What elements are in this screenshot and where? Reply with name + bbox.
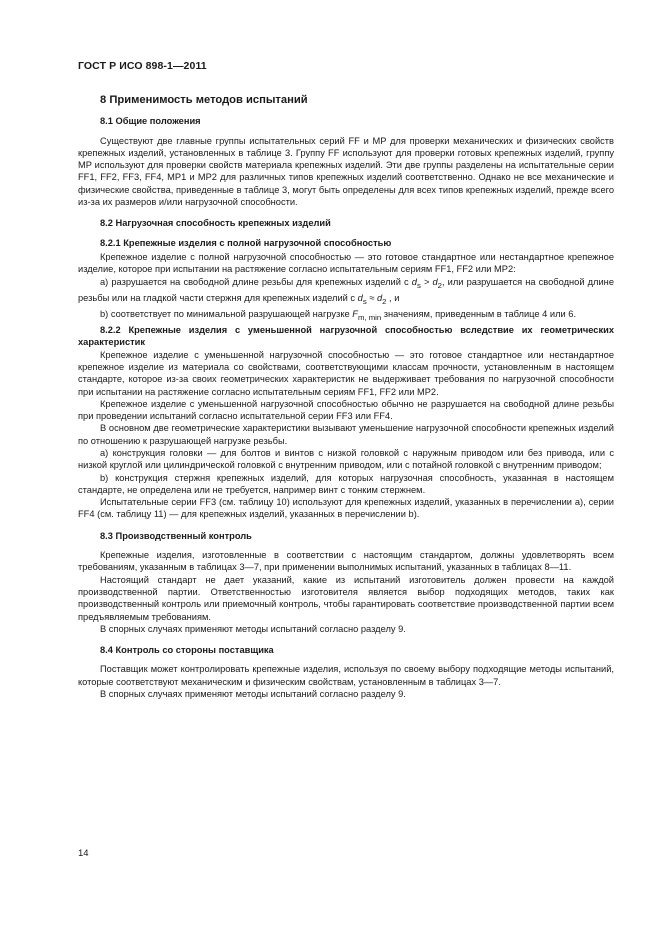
list-item-8-2-1-a: a) разрушается на свободной длине резьбы для крепежных изделий с $d_s > d_2$, или разрушается на свободной длине резьбы или на гладкой части стержня для крепежных изделий с $d_s \approx d_2$ , и bbox=[78, 276, 614, 306]
paragraph-8-4-2: В спорных случаях применяют методы испытаний согласно разделу 9. bbox=[100, 689, 406, 700]
subsection-8-1-title: 8.1 Общие положения bbox=[100, 116, 201, 127]
paragraph-8-3-3: В спорных случаях применяют методы испытаний согласно разделу 9. bbox=[100, 623, 406, 634]
subsection-8-4-title: 8.4 Контроль со стороны поставщика bbox=[100, 645, 274, 656]
list-item-8-2-2-b: b) конструкция стержня крепежных изделий, для которых нагрузочная способность, указанная в настоящем стандарте, не определена или не требуется, например винт с тонким стержнем. bbox=[78, 472, 614, 495]
paragraph-8-1: Существуют две главные группы испытательных серий FF и MP для проверки механических и физических свойств крепежных изделий, установленных в таблице 3. Группу FF используют для проверки готовых крепежных изделий, группу MP используют для проверки свойств материала крепежных изделий. Эти две группы разделены на испытательные серии FF1, FF2, FF3, FF4, MP1 и MP2 для различных типов крепежных изделий соответственно. Однако не все механические и физические свойства, приведенные в таблице 3, могут быть определены для всех типов крепежных изделий, прежде всего из-за их размеров и/или нагрузочной способности. bbox=[78, 135, 614, 208]
paragraph-8-2-1: Крепежное изделие с полной нагрузочной способностью — это готовое стандартное или нестандартное крепежное изделие, которое при испытании на растяжение согласно испытательным сериям FF1, FF2 или MP2: bbox=[78, 251, 614, 275]
paragraph-8-2-2-4: Испытательные серии FF3 (см. таблицу 10) используют для крепежных изделий, указанных в перечислении a), серии FF4 (см. таблицу 11) — для крепежных изделий, указанных в перечислении b). bbox=[78, 497, 614, 520]
paragraph-8-2-2-2: Крепежное изделие с уменьшенной нагрузочной способностью обычно не разрушается на свободной длине резьбы при проведении испытаний согласно испытательной серии FF3 или FF4. bbox=[78, 398, 614, 422]
section-title: 8 Применимость методов испытаний bbox=[100, 94, 308, 106]
paragraph-8-3-2: Настоящий стандарт не дает указаний, какие из испытаний изготовитель должен провести на каждой производственной партии. Ответственностью изготовителя является выбор подходящих методов, таких как производственный контроль или приемочный контроль, чтобы гарантировать соответствие производственной партии всем предъявляемым требованиям. bbox=[78, 574, 614, 622]
paragraph-8-4-1: Поставщик может контролировать крепежные изделия, используя по своему выбору подходящие методы испытаний, которые соответствуют механическим и физическим свойствам, установленным в таблицах 3—7. bbox=[78, 664, 614, 687]
page-number: 14 bbox=[78, 848, 89, 859]
subsection-8-2-1-title: 8.2.1 Крепежные изделия с полной нагрузочной способностью bbox=[100, 237, 392, 248]
subsection-8-2-title: 8.2 Нагрузочная способность крепежных изделий bbox=[100, 218, 331, 229]
subsection-8-3-title: 8.3 Производственный контроль bbox=[100, 530, 252, 541]
paragraph-8-2-2-1: Крепежное изделие с уменьшенной нагрузочной способностью — это готовое стандартное или нестандартное крепежное изделие из материала со свойствами, соответствующими классам прочности, установленным в настоящем стандарте, которое из-за своих геометрических характеристик не выдерживает требования по нагрузочной способности при испытании на растяжение согласно испытательным сериям FF1, FF2 или MP2. bbox=[78, 349, 614, 397]
paragraph-8-2-2-3: В основном две геометрические характеристики вызывают уменьшение нагрузочной способности крепежных изделий по отношению к разрушающей нагрузке резьбы. bbox=[78, 423, 614, 446]
paragraph-8-3-1: Крепежные изделия, изготовленные в соответствии с настоящим стандартом, должны удовлетворять всем требованиям, указанным в таблицах 3—7, при применении выполнимых испытаний, указанных в таблицах 8—11. bbox=[78, 550, 614, 573]
subsection-8-2-2-title: 8.2.2 Крепежные изделия с уменьшенной нагрузочной способностью вследствие их геометрических характеристик bbox=[78, 325, 614, 348]
document-header: ГОСТ Р ИСО 898-1—2011 bbox=[78, 60, 207, 72]
document-body bbox=[78, 94, 614, 700]
list-item-8-2-1-b: b) соответствует по минимальной разрушающей нагрузке $F_{m, min}$ значениям, приведенным в таблице 4 или 6. bbox=[100, 308, 577, 322]
list-item-8-2-2-a: a) конструкция головки — для болтов и винтов с низкой головкой с наружным приводом или без привода, или с низкой круглой или цилиндрической головкой с внутренним приводом, или с потайной головкой с внутренним приводом; bbox=[78, 448, 614, 471]
